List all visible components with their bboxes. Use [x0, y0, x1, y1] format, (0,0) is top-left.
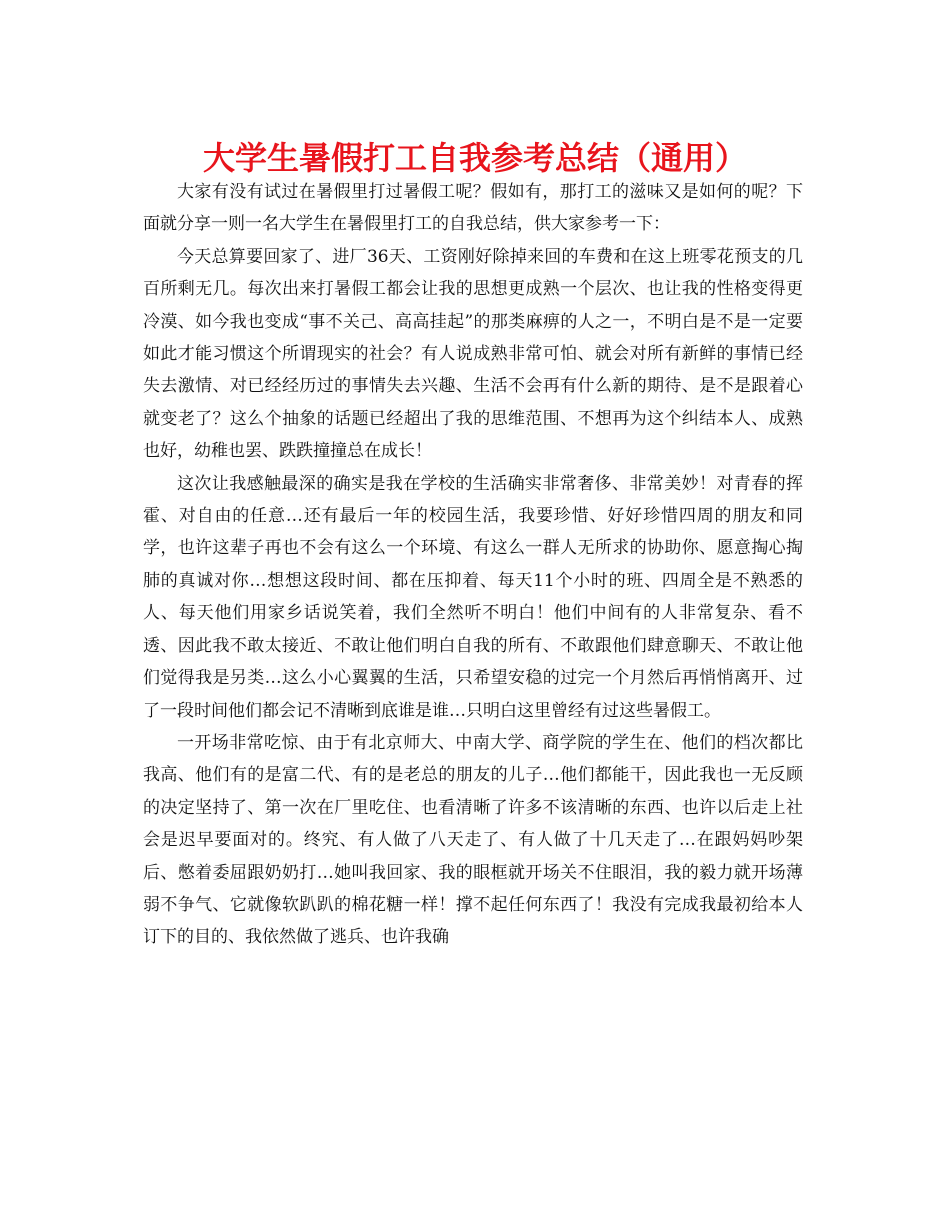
paragraph-going-home: 今天总算要回家了、进厂36天、工资刚好除掉来回的车费和在这上班零花预支的几百所剩无几。每次出来打暑假工都会让我的思想更成熟一个层次、也让我的性格变得更冷漠、如今我也变成“事不关己、高高挂起”的那类麻痹的人之一，不明白是不是一定要如此才能习惯这个所谓现实的社会？有人说成熟非常可怕、就会对所有新鲜的事情已经失去激情、对已经经历过的事情失去兴趣、生活不会再有什么新的期待、是不是跟着心就变老了？这么个抽象的话题已经超出了我的思维范围、不想再为这个纠结本人、成熟也好，幼稚也罢、跌跌撞撞总在成长！: [143, 246, 803, 462]
paragraph-beginning: 一开场非常吃惊、由于有北京师大、中南大学、商学院的学生在、他们的档次都比我高、他们有的是富二代、有的是老总的朋友的儿子…他们都能干，因此我也一无反顾的决定坚持了、第一次在厂里吃住、也看清晰了许多不该清晰的东西、也许以后走上社会是迟早要面对的。终究、有人做了八天走了、有人做了十几天走了…在跟妈妈吵架后、憋着委屈跟奶奶打…她叫我回家、我的眼框就开场关不住眼泪，我的毅力就开场薄弱不争气、它就像软趴趴的棉花糖一样！撑不起任何东西了！我没有完成我最初给本人订下的目的、我依然做了逃兵、也许我确: [143, 732, 803, 948]
document-body: [143, 176, 803, 954]
paragraph-intro: 大家有没有试过在暑假里打过暑假工呢？假如有，那打工的滋味又是如何的呢？下面就分享一则一名大学生在暑假里打工的自我总结，供大家参考一下：: [143, 182, 803, 235]
document-title: 大学生暑假打工自我参考总结（通用）: [202, 139, 747, 177]
paragraph-school-life: 这次让我感触最深的确实是我在学校的生活确实非常奢侈、非常美妙！对青春的挥霍、对自由的任意…还有最后一年的校园生活，我要珍惜、好好珍惜四周的朋友和同学，也许这辈子再也不会有这么一个环境、有这么一群人无所求的协助你、愿意掏心掏肺的真诚对你…想想这段时间、都在压抑着、每天11个小时的班、四周全是不熟悉的人、每天他们用家乡话说笑着，我们全然听不明白！他们中间有的人非常复杂、看不透、因此我不敢太接近、不敢让他们明白自我的所有、不敢跟他们肆意聊天、不敢让他们觉得我是另类…这么小心翼翼的生活，只希望安稳的过完一个月然后再悄悄离开、过了一段时间他们都会记不清晰到底谁是谁…只明白这里曾经有过这些暑假工。: [143, 473, 803, 721]
